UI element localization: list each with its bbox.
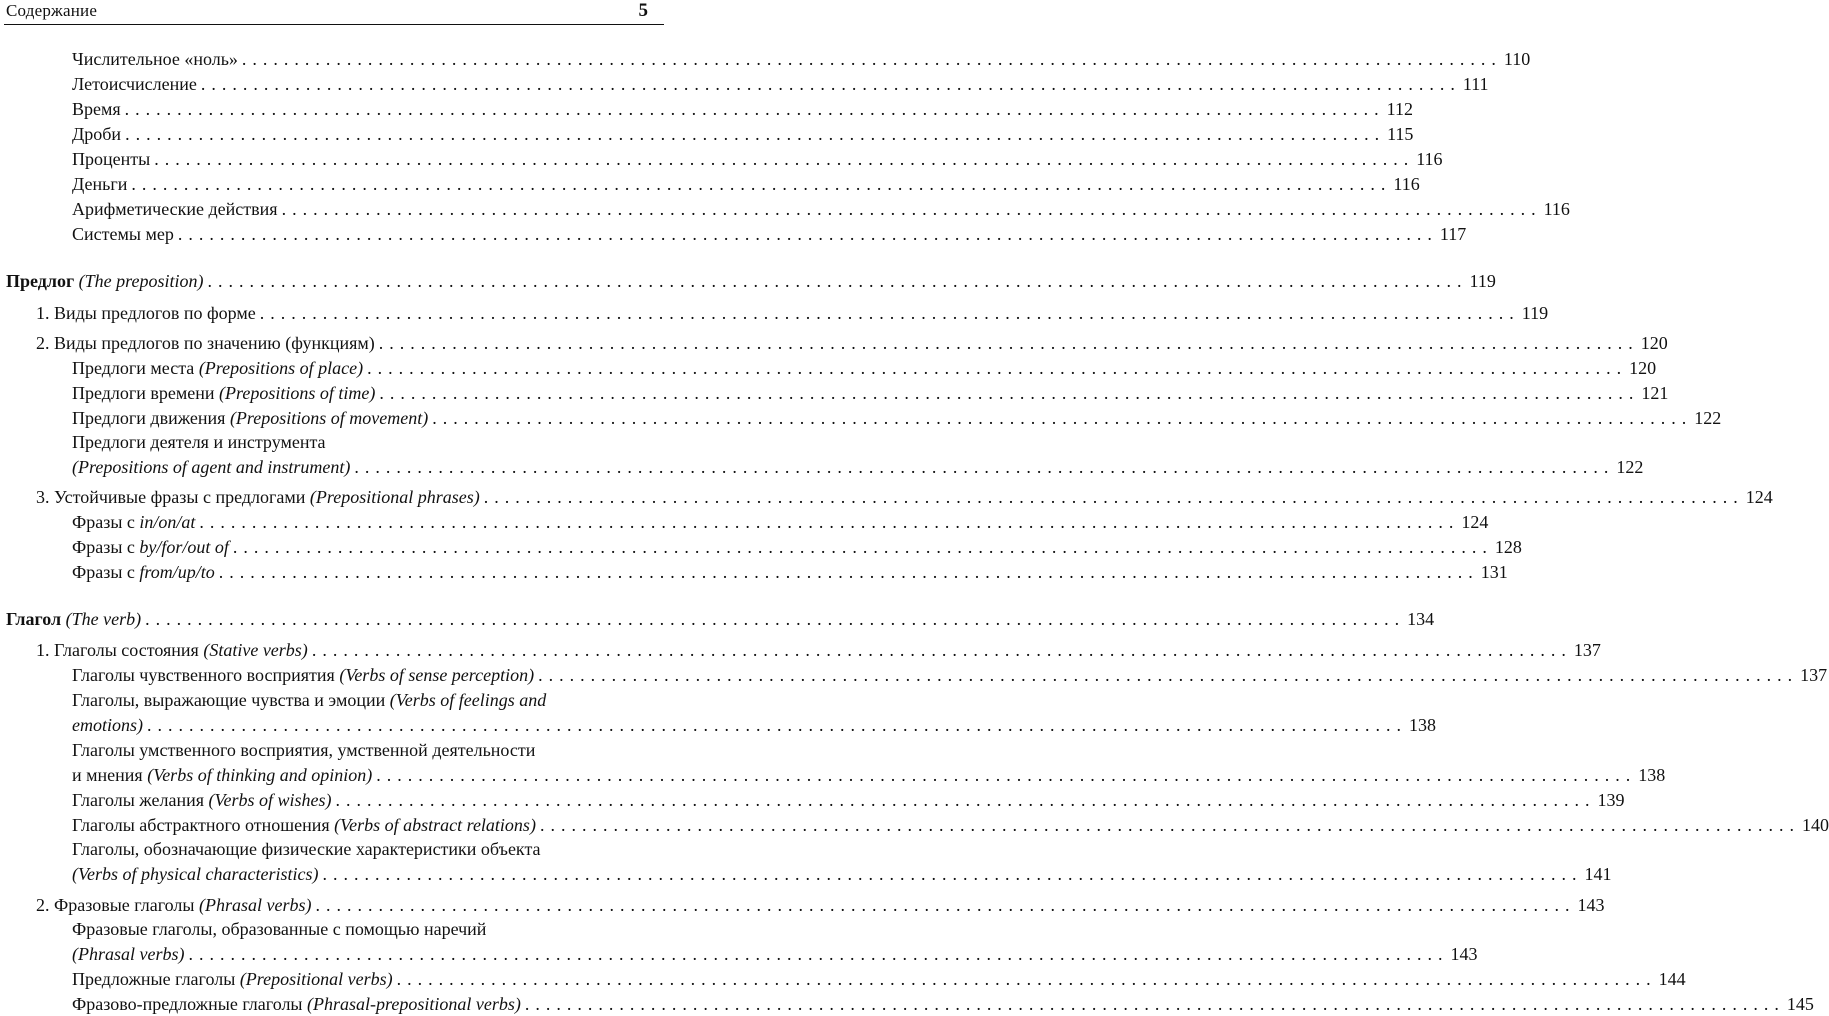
entry-title	[72, 813, 536, 837]
toc-entry	[0, 301, 1549, 325]
entry-title	[72, 992, 521, 1016]
toc-entry	[0, 97, 1414, 121]
entry-page-number: 121	[1641, 383, 1669, 403]
entry-title	[72, 663, 534, 687]
entry-page-number: 138	[1638, 765, 1666, 785]
entry-page-number: 116	[1393, 174, 1420, 194]
toc-entry	[0, 147, 1443, 171]
entry-text-segment: (Prepositions of agent and instrument)	[72, 457, 351, 477]
entry-title	[36, 485, 480, 509]
toc-entry	[0, 356, 1657, 380]
entry-text-segment: Глаголы умственного восприятия, умственной деятельности	[72, 740, 536, 760]
dot-leader: ........................................................................................................................	[524, 994, 1785, 1014]
entry-text-segment: (The preposition)	[78, 271, 204, 291]
toc-entry	[0, 862, 1612, 886]
entry-text-segment: Арифметические действия	[72, 199, 278, 219]
dot-leader: ........................................................................................................................	[354, 457, 1615, 477]
toc-entry	[0, 942, 1478, 966]
toc-entry	[0, 813, 1829, 837]
toc-entry	[0, 122, 1414, 146]
entry-text-segment: Глаголы абстрактного отношения	[72, 815, 335, 835]
entry-text-segment: (Phrasal verbs)	[72, 944, 185, 964]
entry-text-segment: Фразы с	[72, 512, 140, 532]
entry-text-segment: Глаголы чувственного восприятия	[72, 665, 340, 685]
entry-title	[72, 47, 238, 71]
toc-entry-line	[0, 430, 664, 454]
entry-title	[72, 788, 332, 812]
entry-title	[72, 381, 375, 405]
dot-leader: ........................................................................................................................	[232, 537, 1493, 557]
entry-title	[72, 197, 278, 221]
toc-entry	[0, 72, 1489, 96]
entry-page-number: 120	[1640, 333, 1668, 353]
toc-entry	[0, 713, 1436, 737]
entry-title	[72, 432, 326, 452]
dot-leader: ........................................................................................................................	[335, 790, 1596, 810]
entry-page-number: 134	[1407, 609, 1435, 629]
entry-text-segment: Предложные глаголы	[72, 969, 240, 989]
entry-text-segment: 1. Виды предлогов по форме	[36, 303, 256, 323]
entry-title	[72, 72, 197, 96]
entry-text-segment: Предлоги движения	[72, 408, 230, 428]
entry-page-number: 110	[1503, 49, 1531, 69]
entry-text-segment: (Verbs of thinking and opinion)	[147, 765, 373, 785]
entry-title	[72, 510, 195, 534]
entry-title	[6, 607, 141, 631]
running-title: Содержание	[6, 1, 98, 20]
entry-page-number: 145	[1786, 994, 1814, 1014]
dot-leader: ........................................................................................................................	[379, 383, 1640, 403]
entry-page-number: 139	[1597, 790, 1625, 810]
toc-entry	[0, 992, 1814, 1016]
dot-leader: ........................................................................................................................	[145, 609, 1406, 629]
toc-entry	[0, 485, 1773, 509]
toc-entry	[0, 510, 1489, 534]
entry-text-segment: (Prepositional phrases)	[309, 487, 480, 507]
entry-text-segment: Дроби	[72, 124, 122, 144]
dot-leader: ........................................................................................................................	[259, 303, 1520, 323]
dot-leader: ........................................................................................................................	[200, 74, 1461, 94]
dot-leader: ........................................................................................................................	[367, 358, 1628, 378]
entry-page-number: 141	[1584, 864, 1612, 884]
dot-leader: ........................................................................................................................	[199, 512, 1460, 532]
entry-title	[6, 269, 203, 293]
entry-title	[72, 147, 150, 171]
toc-entry	[0, 172, 1420, 196]
entry-title	[72, 172, 127, 196]
entry-page-number: 143	[1577, 895, 1605, 915]
entry-text-segment: Предлоги времени	[72, 383, 220, 403]
entry-text-segment: (Verbs of abstract relations)	[334, 815, 536, 835]
entry-text-segment: (Phrasal verbs)	[199, 895, 312, 915]
entry-text-segment: Предлоги места	[72, 358, 199, 378]
entry-text-segment: emotions)	[72, 715, 143, 735]
entry-text-segment: (Prepositions of time)	[219, 383, 376, 403]
entry-text-segment: in/on/at	[139, 512, 196, 532]
toc-entry	[0, 406, 1722, 430]
entry-page-number: 137	[1800, 665, 1828, 685]
entry-text-segment: Предлоги деятеля и инструмента	[72, 432, 326, 452]
dot-leader: ........................................................................................................................	[218, 562, 1479, 582]
entry-page-number: 119	[1469, 271, 1496, 291]
dot-leader: ........................................................................................................................	[241, 49, 1502, 69]
toc-entry-line	[0, 738, 664, 762]
entry-title	[36, 301, 256, 325]
entry-text-segment: Глаголы желания	[72, 790, 209, 810]
entry-text-segment: Глагол	[6, 609, 66, 629]
dot-leader: ........................................................................................................................	[177, 224, 1438, 244]
entry-title	[72, 967, 393, 991]
entry-page-number: 124	[1461, 512, 1489, 532]
entry-page-number: 117	[1439, 224, 1467, 244]
toc-entry	[0, 455, 1644, 479]
entry-page-number: 122	[1616, 457, 1644, 477]
entry-text-segment: Фразы с	[72, 537, 140, 557]
entry-text-segment: Фразовые глаголы, образованные с помощью наречий	[72, 919, 487, 939]
entry-text-segment: Системы мер	[72, 224, 174, 244]
entry-title	[72, 919, 486, 939]
dot-leader: ........................................................................................................................	[207, 271, 1468, 291]
entry-text-segment: (Verbs of sense perception)	[339, 665, 535, 685]
entry-text-segment: (Phrasal-prepositional verbs)	[307, 994, 521, 1014]
entry-text-segment: (Stative verbs)	[203, 640, 308, 660]
dot-leader: ........................................................................................................................	[125, 124, 1386, 144]
entry-text-segment: Время	[72, 99, 121, 119]
dot-leader: ........................................................................................................................	[281, 199, 1542, 219]
entry-text-segment: (Verbs of physical characteristics)	[72, 864, 319, 884]
entry-text-segment: Глаголы, выражающие чувства и эмоции	[72, 690, 390, 710]
entry-page-number: 115	[1387, 124, 1414, 144]
entry-page-number: 116	[1416, 149, 1443, 169]
toc-entry	[0, 47, 1531, 71]
toc-entry	[0, 663, 1828, 687]
page-number: 5	[638, 0, 648, 21]
entry-text-segment: Проценты	[72, 149, 151, 169]
dot-leader: ........................................................................................................................	[131, 174, 1392, 194]
entry-title	[36, 331, 375, 355]
toc-entry	[0, 967, 1686, 991]
toc-entry	[0, 893, 1605, 917]
toc-entry	[0, 222, 1467, 246]
entry-title	[72, 97, 121, 121]
entry-text-segment: Числительное «ноль»	[72, 49, 238, 69]
dot-leader: ........................................................................................................................	[124, 99, 1385, 119]
entry-text-segment: (Prepositions of movement)	[229, 408, 429, 428]
dot-leader: ........................................................................................................................	[154, 149, 1415, 169]
entry-text-segment: и мнения	[72, 765, 148, 785]
entry-title	[72, 690, 546, 710]
entry-text-segment: by/for/out of	[139, 537, 229, 557]
toc-entry	[0, 763, 1666, 787]
entry-text-segment: (Prepositional verbs)	[239, 969, 393, 989]
entry-text-segment: 1. Глаголы состояния	[36, 640, 204, 660]
entry-page-number: 128	[1494, 537, 1522, 557]
toc-entry	[0, 331, 1668, 355]
entry-text-segment: Предлог	[6, 271, 79, 291]
toc-entry	[0, 381, 1669, 405]
entry-title	[72, 713, 143, 737]
toc-entry-line	[0, 688, 664, 712]
entry-page-number: 122	[1694, 408, 1722, 428]
dot-leader: ........................................................................................................................	[188, 944, 1449, 964]
toc-entry	[0, 560, 1508, 584]
entry-page-number: 120	[1629, 358, 1657, 378]
entry-title	[72, 862, 318, 886]
entry-page-number: 112	[1386, 99, 1414, 119]
entry-title	[72, 839, 541, 859]
toc-entry	[0, 535, 1522, 559]
entry-title	[72, 122, 121, 146]
toc-entry	[0, 638, 1601, 662]
entry-page-number: 111	[1462, 74, 1489, 94]
entry-text-segment: (Prepositions of place)	[198, 358, 364, 378]
entry-page-number: 116	[1543, 199, 1570, 219]
toc-entry	[0, 269, 1496, 293]
dot-leader: ........................................................................................................................	[311, 640, 1572, 660]
entry-page-number: 143	[1450, 944, 1478, 964]
entry-page-number: 119	[1521, 303, 1549, 323]
dot-leader: ........................................................................................................................	[539, 815, 1800, 835]
entry-title	[72, 763, 372, 787]
entry-title	[36, 638, 308, 662]
entry-page-number: 124	[1745, 487, 1773, 507]
toc-entry	[0, 197, 1570, 221]
entry-page-number: 131	[1480, 562, 1508, 582]
entry-title	[72, 560, 215, 584]
dot-leader: ........................................................................................................................	[147, 715, 1407, 735]
entry-title	[36, 893, 312, 917]
dot-leader: ........................................................................................................................	[322, 864, 1583, 884]
entry-title	[72, 942, 184, 966]
entry-text-segment: Фразово-предложные глаголы	[72, 994, 308, 1014]
dot-leader: ........................................................................................................................	[538, 665, 1799, 685]
entry-text-segment: 2. Виды предлогов по значению (функциям)	[36, 333, 375, 353]
entry-text-segment: Глаголы, обозначающие физические характеристики объекта	[72, 839, 541, 859]
entry-page-number: 144	[1658, 969, 1686, 989]
entry-page-number: 140	[1801, 815, 1829, 835]
dot-leader: ........................................................................................................................	[376, 765, 1637, 785]
entry-text-segment: Фразы с	[72, 562, 140, 582]
toc-entry	[0, 607, 1435, 631]
toc-entry	[0, 788, 1625, 812]
toc-entry-line	[0, 837, 664, 861]
entry-title	[72, 356, 363, 380]
entry-text-segment: Деньги	[72, 174, 128, 194]
entry-title	[72, 740, 535, 760]
entry-title	[72, 535, 229, 559]
entry-text-segment: (Verbs of feelings and	[389, 690, 547, 710]
entry-page-number: 138	[1409, 715, 1436, 735]
dot-leader: ........................................................................................................................	[483, 487, 1744, 507]
entry-title	[72, 406, 428, 430]
entry-text-segment: 3. Устойчивые фразы с предлогами	[36, 487, 310, 507]
entry-text-segment: 2. Фразовые глаголы	[36, 895, 200, 915]
dot-leader: ........................................................................................................................	[378, 333, 1639, 353]
toc-entry-line	[0, 917, 664, 941]
entry-title	[72, 222, 174, 246]
entry-text-segment: from/up/to	[139, 562, 215, 582]
entry-page-number: 137	[1573, 640, 1601, 660]
entry-text-segment: (The verb)	[65, 609, 142, 629]
entry-text-segment: Летоисчисление	[72, 74, 197, 94]
entry-title	[72, 455, 350, 479]
entry-text-segment: (Verbs of wishes)	[208, 790, 332, 810]
dot-leader: ........................................................................................................................	[396, 969, 1657, 989]
dot-leader: ........................................................................................................................	[315, 895, 1576, 915]
dot-leader: ........................................................................................................................	[432, 408, 1693, 428]
